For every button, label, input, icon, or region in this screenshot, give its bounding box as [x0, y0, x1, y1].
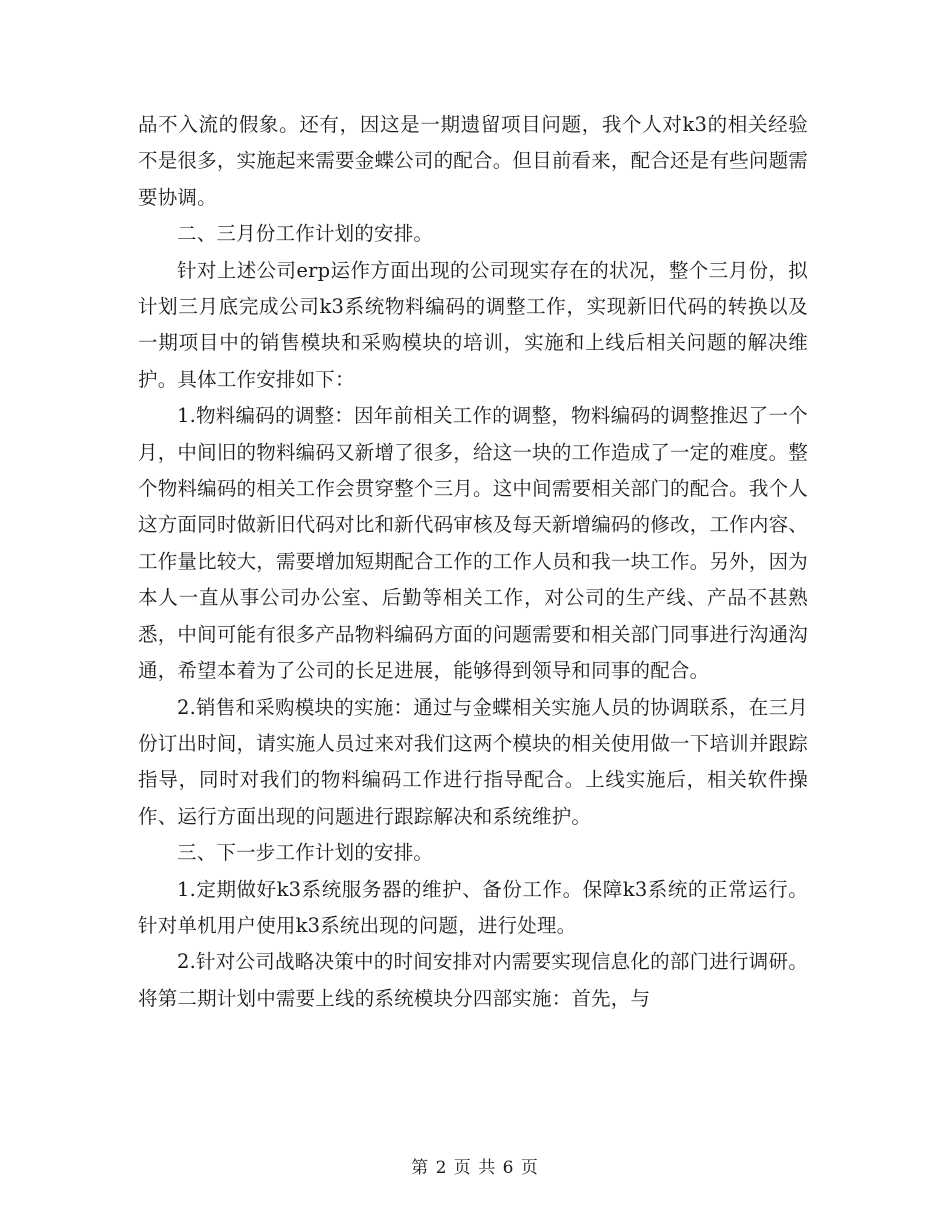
paragraph-march-overview: 针对上述公司erp运作方面出现的公司现实存在的状况，整个三月份，拟计划三月底完成公司k3系统物料编码的调整工作，实现新旧代码的转换以及一期项目中的销售模块和采购模块的培训，实施和上线后相关问题的解决维护。具体工作安排如下：	[138, 258, 808, 391]
document-body	[138, 107, 808, 1017]
paragraph-department-research: 2.针对公司战略决策中的时间安排对内需要实现信息化的部门进行调研。将第二期计划中需要上线的系统模块分四部实施：首先，与	[138, 950, 808, 1010]
page-footer	[0, 1153, 950, 1178]
paragraph-material-coding: 1.物料编码的调整：因年前相关工作的调整，物料编码的调整推迟了一个月，中间旧的物料编码又新增了很多，给这一块的工作造成了一定的难度。整个物料编码的相关工作会贯穿整个三月。这中间需要相关部门的配合。我个人这方面同时做新旧代码对比和新代码审核及每天新增编码的修改，工作内容、工作量比较大，需要增加短期配合工作的工作人员和我一块工作。另外，因为本人一直从事公司办公室、后勤等相关工作，对公司的生产线、产品不甚熟悉，中间可能有很多产品物料编码方面的问题需要和相关部门同事进行沟通沟通，希望本着为了公司的长足进展，能够得到领导和同事的配合。	[138, 404, 808, 683]
section-heading-next-steps: 三、下一步工作计划的安排。	[177, 841, 434, 865]
page-number-label: 第 2 页 共 6 页	[411, 1158, 539, 1178]
paragraph-sales-purchasing: 2.销售和采购模块的实施：通过与金蝶相关实施人员的协调联系，在三月份订出时间，请实施人员过来对我们这两个模块的相关使用做一下培训并跟踪指导，同时对我们的物料编码工作进行指导配合。上线实施后，相关软件操作、运行方面出现的问题进行跟踪解决和系统维护。	[138, 695, 808, 828]
section-heading-march-plan: 二、三月份工作计划的安排。	[177, 222, 434, 246]
paragraph-continuation: 品不入流的假象。还有，因这是一期遗留项目问题，我个人对k3的相关经验不是很多，实施起来需要金蝶公司的配合。但目前看来，配合还是有些问题需要协调。	[138, 113, 808, 209]
paragraph-server-maintenance: 1.定期做好k3系统服务器的维护、备份工作。保障k3系统的正常运行。针对单机用户使用k3系统出现的问题，进行处理。	[138, 877, 808, 937]
